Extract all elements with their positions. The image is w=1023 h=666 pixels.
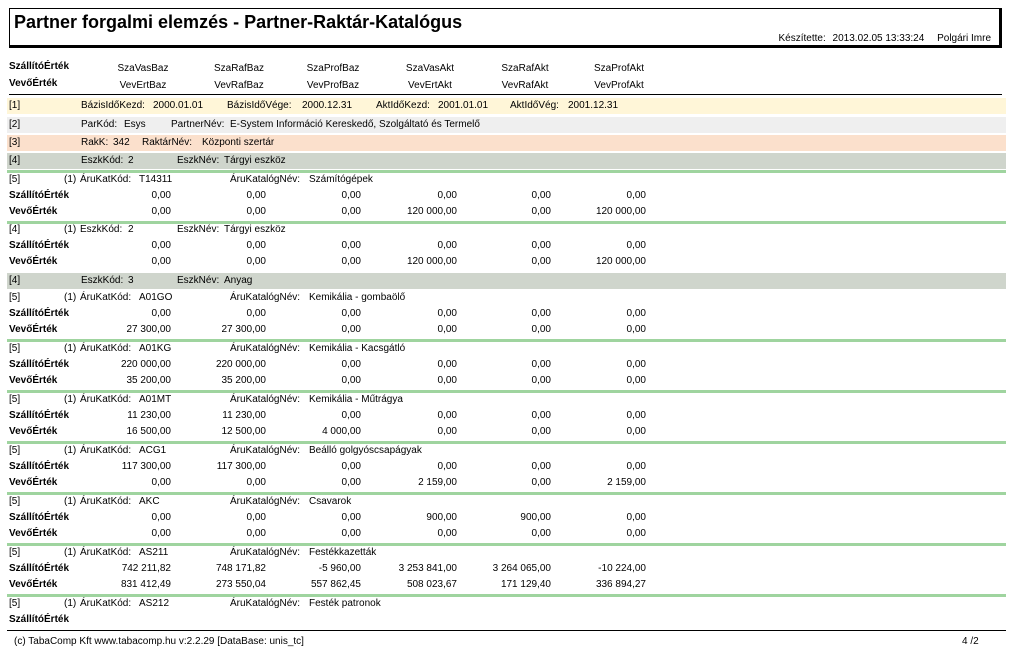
group-index: (1) [64,292,77,303]
group-separator [7,492,1006,495]
group-name-value: Tárgyi eszköz [224,224,286,235]
group-level: [4] [9,224,21,235]
report-title-box [9,8,1002,48]
value-vev: 0,00 [437,324,457,335]
group-name-label: ÁruKatalógNév: [230,343,301,354]
value-sza: 742 211,82 [121,563,171,574]
value-sza: 0,00 [246,308,266,319]
asset-code-label: EszkKód: [81,275,124,286]
column-header-sza: SzaProfBaz [306,63,360,74]
report-title: Partner forgalmi elemzés - Partner-Raktár-Katalógus [14,12,463,32]
value-vev: 0,00 [246,477,266,488]
group-index: (1) [64,343,77,354]
base-end-label: BázisIdőVége: [227,100,292,111]
value-vev: 0,00 [626,528,646,539]
value-sza: 0,00 [341,190,361,201]
group-name-label: ÁruKatalógNév: [230,547,301,558]
group-code-value: AS212 [139,598,170,609]
value-sza: 900,00 [520,512,551,523]
value-sza: 0,00 [626,308,646,319]
base-start-value: 2000.01.01 [153,100,204,111]
value-sza: 900,00 [426,512,457,523]
group-name-label: ÁruKatalógNév: [230,445,301,456]
group-code-label: ÁruKatKód: [80,445,132,456]
act-start-label: AktIdőKezd: [376,100,430,111]
value-sza: 0,00 [341,512,361,523]
column-header-vev: VevProfAkt [594,80,644,91]
group-index: (1) [64,224,77,235]
value-sza: 0,00 [151,512,171,523]
value-sza: 0,00 [341,359,361,370]
value-sza: -5 960,00 [318,563,361,574]
value-sza: 117 300,00 [216,461,266,472]
footer-copyright: (c) TabaComp Kft www.tabacomp.hu v:2.2.29 [DataBase: unis_tc] [14,636,304,647]
value-vev: 27 300,00 [221,324,266,335]
value-sza: 220 000,00 [215,359,266,370]
asset-code-value: 2 [128,155,134,166]
group-level: [5] [9,174,21,185]
row-label-vev: VevőÉrték [9,324,58,335]
group-level: [5] [9,292,21,303]
row-label-vev: VevőÉrték [9,426,58,437]
value-sza: 0,00 [531,410,551,421]
page-number: 4 /2 [962,636,979,647]
group-code-label: ÁruKatKód: [80,496,132,507]
value-vev: 4 000,00 [322,426,361,437]
value-vev: 0,00 [437,375,457,386]
column-header-sza: SzaRafBaz [213,63,265,74]
group-code-label: ÁruKatKód: [80,598,132,609]
row-label-sza: SzállítóÉrték [9,308,70,319]
value-vev: 0,00 [151,206,171,217]
asset-code-label: EszkKód: [81,155,124,166]
group-code-value: T14311 [139,174,173,185]
value-sza: 3 253 841,00 [398,563,457,574]
value-sza: 0,00 [341,410,361,421]
group-code-value: A01MT [139,394,172,405]
value-vev: 0,00 [151,528,171,539]
value-vev: 0,00 [626,375,646,386]
act-end-value: 2001.12.31 [568,100,619,111]
group-level: [5] [9,343,21,354]
value-vev: 120 000,00 [406,256,457,267]
value-sza: 0,00 [626,359,646,370]
row-label-vev: VevőÉrték [9,206,58,217]
value-vev: 35 200,00 [126,375,171,386]
footer-divider [7,630,1006,631]
value-sza: 0,00 [531,461,551,472]
value-vev: 557 862,45 [310,579,361,590]
value-sza: 0,00 [151,190,171,201]
column-header-sza: SzaProfAkt [593,63,645,74]
band-level: [2] [9,119,21,130]
value-sza: 0,00 [626,190,646,201]
partner-code-value: Esys [124,119,146,130]
value-vev: 0,00 [531,477,551,488]
header-divider [9,94,1002,95]
group-code-label: ÁruKatKód: [80,292,132,303]
group-name-value: Kemikália - Kacsgátló [309,343,406,354]
value-sza: 0,00 [531,359,551,370]
value-vev: 0,00 [341,477,361,488]
value-sza: 0,00 [151,308,171,319]
row-label-vev: VevőÉrték [9,256,58,267]
group-name-value: Számítógépek [309,174,373,185]
value-vev: 273 550,04 [215,579,266,590]
warehouse-code-label: RakK: [81,137,109,148]
group-name-value: Kemikália - gombaölő [309,292,406,303]
value-vev: 0,00 [341,206,361,217]
group-index: (1) [64,547,77,558]
column-header-vev: VevRafAkt [501,80,549,91]
column-header-sza: SzaRafAkt [501,63,549,74]
value-vev: 0,00 [341,528,361,539]
asset-name-label: EszkNév: [177,155,220,166]
row-label-sza: SzállítóÉrték [9,190,70,201]
value-vev: 0,00 [151,256,171,267]
value-vev: 508 023,67 [406,579,457,590]
value-sza: 117 300,00 [121,461,171,472]
band-level: [1] [9,100,21,111]
value-vev: 2 159,00 [607,477,646,488]
group-index: (1) [64,445,77,456]
warehouse-name-value: Központi szertár [202,137,275,148]
value-vev: 0,00 [151,477,171,488]
value-vev: 12 500,00 [221,426,266,437]
warehouse-name-label: RaktárNév: [142,137,193,148]
value-vev: 336 894,27 [595,579,646,590]
value-sza: 11 230,00 [222,410,266,421]
value-vev: 16 500,00 [126,426,171,437]
value-sza: 0,00 [531,308,551,319]
value-vev: 0,00 [626,324,646,335]
value-sza: 0,00 [246,512,266,523]
group-name-label: ÁruKatalógNév: [230,292,301,303]
column-header-vev: VevProfBaz [306,80,360,91]
value-vev: 0,00 [626,426,646,437]
group-code-label: ÁruKatKód: [80,174,132,185]
value-vev: 27 300,00 [126,324,171,335]
band-level: [3] [9,137,21,148]
group-code-label: EszkKód: [80,224,123,235]
row-label-vev: VevőÉrték [9,579,58,590]
partner-name-label: PartnerNév: [171,119,225,130]
row-label-sza: SzállítóÉrték [9,563,70,574]
value-sza: 0,00 [341,461,361,472]
group-code-value: AS211 [139,547,169,558]
value-vev: 0,00 [341,256,361,267]
band-period [7,98,1006,114]
column-header-vev: VevErtAkt [408,80,452,91]
base-end-value: 2000.12.31 [302,100,353,111]
band-partner [7,117,1006,133]
value-vev: 120 000,00 [595,256,646,267]
group-separator [7,221,1006,224]
group-name-value: Festék patronok [309,598,381,609]
group-code-value: 2 [128,224,134,235]
group-name-label: ÁruKatalógNév: [230,394,301,405]
created-user: Polgári Imre [937,33,991,44]
created-timestamp: 2013.02.05 13:33:24 [832,33,925,44]
row-label-sza: SzállítóÉrték [9,410,70,421]
band-asset-type [7,273,1006,289]
value-sza: 11 230,00 [127,410,171,421]
group-index: (1) [64,174,77,185]
value-sza: 0,00 [531,190,551,201]
group-code-value: ACG1 [139,445,167,456]
group-level: [5] [9,496,21,507]
band-level: [4] [9,275,21,286]
row-label-vev: VevőÉrték [9,375,58,386]
group-name-label: EszkNév: [177,224,220,235]
header-row1-label: SzállítóÉrték [9,61,70,72]
value-vev: 0,00 [531,375,551,386]
asset-name-label: EszkNév: [177,275,220,286]
band-warehouse [7,135,1006,151]
asset-name-value: Anyag [224,275,253,286]
base-start-label: BázisIdőKezd: [81,100,145,111]
value-vev: 120 000,00 [595,206,646,217]
header-row2-label: VevőÉrték [9,78,58,89]
value-sza: 0,00 [341,240,361,251]
value-sza: 0,00 [437,190,457,201]
value-sza: 0,00 [626,512,646,523]
row-label-sza: SzállítóÉrték [9,359,70,370]
value-vev: 0,00 [246,256,266,267]
group-index: (1) [64,394,77,405]
value-sza: 0,00 [437,240,457,251]
value-sza: 0,00 [437,308,457,319]
value-vev: 0,00 [341,375,361,386]
group-name-value: Csavarok [309,496,352,507]
group-code-value: AKC [139,496,160,507]
value-sza: 3 264 065,00 [492,563,551,574]
asset-name-value: Tárgyi eszköz [224,155,286,166]
value-vev: 0,00 [531,528,551,539]
group-code-value: A01KG [139,343,172,354]
group-level: [5] [9,445,21,456]
group-separator [7,594,1006,597]
row-label-sza: SzállítóÉrték [9,614,70,625]
group-code-label: ÁruKatKód: [80,343,132,354]
group-separator [7,543,1006,546]
group-separator [7,441,1006,444]
act-end-label: AktIdőVég: [510,100,559,111]
group-name-value: Beálló golgyóscsapágyak [309,445,422,456]
partner-code-label: ParKód: [81,119,118,130]
group-name-label: ÁruKatalógNév: [230,496,301,507]
value-vev: 0,00 [531,324,551,335]
group-separator [7,390,1006,393]
group-name-value: Kemikália - Műtrágya [309,394,403,405]
value-vev: 171 129,40 [500,579,551,590]
group-index: (1) [64,496,77,507]
warehouse-code-value: 342 [113,137,130,148]
value-sza: -10 224,00 [598,563,646,574]
value-vev: 0,00 [531,256,551,267]
group-separator [7,170,1006,173]
group-level: [5] [9,598,21,609]
value-sza: 0,00 [246,240,266,251]
group-code-label: ÁruKatKód: [80,394,132,405]
band-asset-type [7,153,1006,169]
created-label: Készítette: [778,33,826,44]
value-sza: 0,00 [626,461,646,472]
value-sza: 220 000,00 [120,359,171,370]
value-vev: 0,00 [531,206,551,217]
value-sza: 0,00 [437,359,457,370]
value-vev: 0,00 [437,528,457,539]
value-sza: 0,00 [437,461,457,472]
group-level: [5] [9,547,21,558]
row-label-sza: SzállítóÉrték [9,512,70,523]
value-sza: 0,00 [341,308,361,319]
row-label-vev: VevőÉrték [9,477,58,488]
value-sza: 0,00 [531,240,551,251]
value-vev: 0,00 [437,426,457,437]
value-vev: 0,00 [246,206,266,217]
group-code-value: A01GO [139,292,173,303]
value-vev: 0,00 [531,426,551,437]
column-header-sza: SzaVasBaz [117,63,169,74]
value-sza: 0,00 [626,240,646,251]
value-sza: 0,00 [246,190,266,201]
value-vev: 2 159,00 [418,477,457,488]
group-code-label: ÁruKatKód: [80,547,132,558]
partner-name-value: E-System Információ Kereskedő, Szolgáltató és Termelő [230,119,480,130]
value-sza: 748 171,82 [215,563,266,574]
value-vev: 0,00 [341,324,361,335]
column-header-vev: VevRafBaz [214,80,264,91]
value-sza: 0,00 [151,240,171,251]
group-separator [7,339,1006,342]
created-info [779,33,991,44]
group-index: (1) [64,598,77,609]
group-level: [5] [9,394,21,405]
value-vev: 35 200,00 [221,375,266,386]
value-vev: 831 412,49 [120,579,171,590]
column-header-vev: VevErtBaz [119,80,167,91]
row-label-sza: SzállítóÉrték [9,240,70,251]
row-label-sza: SzállítóÉrték [9,461,70,472]
value-vev: 0,00 [246,528,266,539]
column-header-sza: SzaVasAkt [405,63,455,74]
asset-code-value: 3 [128,275,134,286]
row-label-vev: VevőÉrték [9,528,58,539]
value-sza: 0,00 [626,410,646,421]
group-name-label: ÁruKatalógNév: [230,174,301,185]
value-vev: 120 000,00 [406,206,457,217]
band-level: [4] [9,155,21,166]
group-name-value: Festékkazetták [309,547,377,558]
value-sza: 0,00 [437,410,457,421]
act-start-value: 2001.01.01 [438,100,489,111]
group-name-label: ÁruKatalógNév: [230,598,301,609]
